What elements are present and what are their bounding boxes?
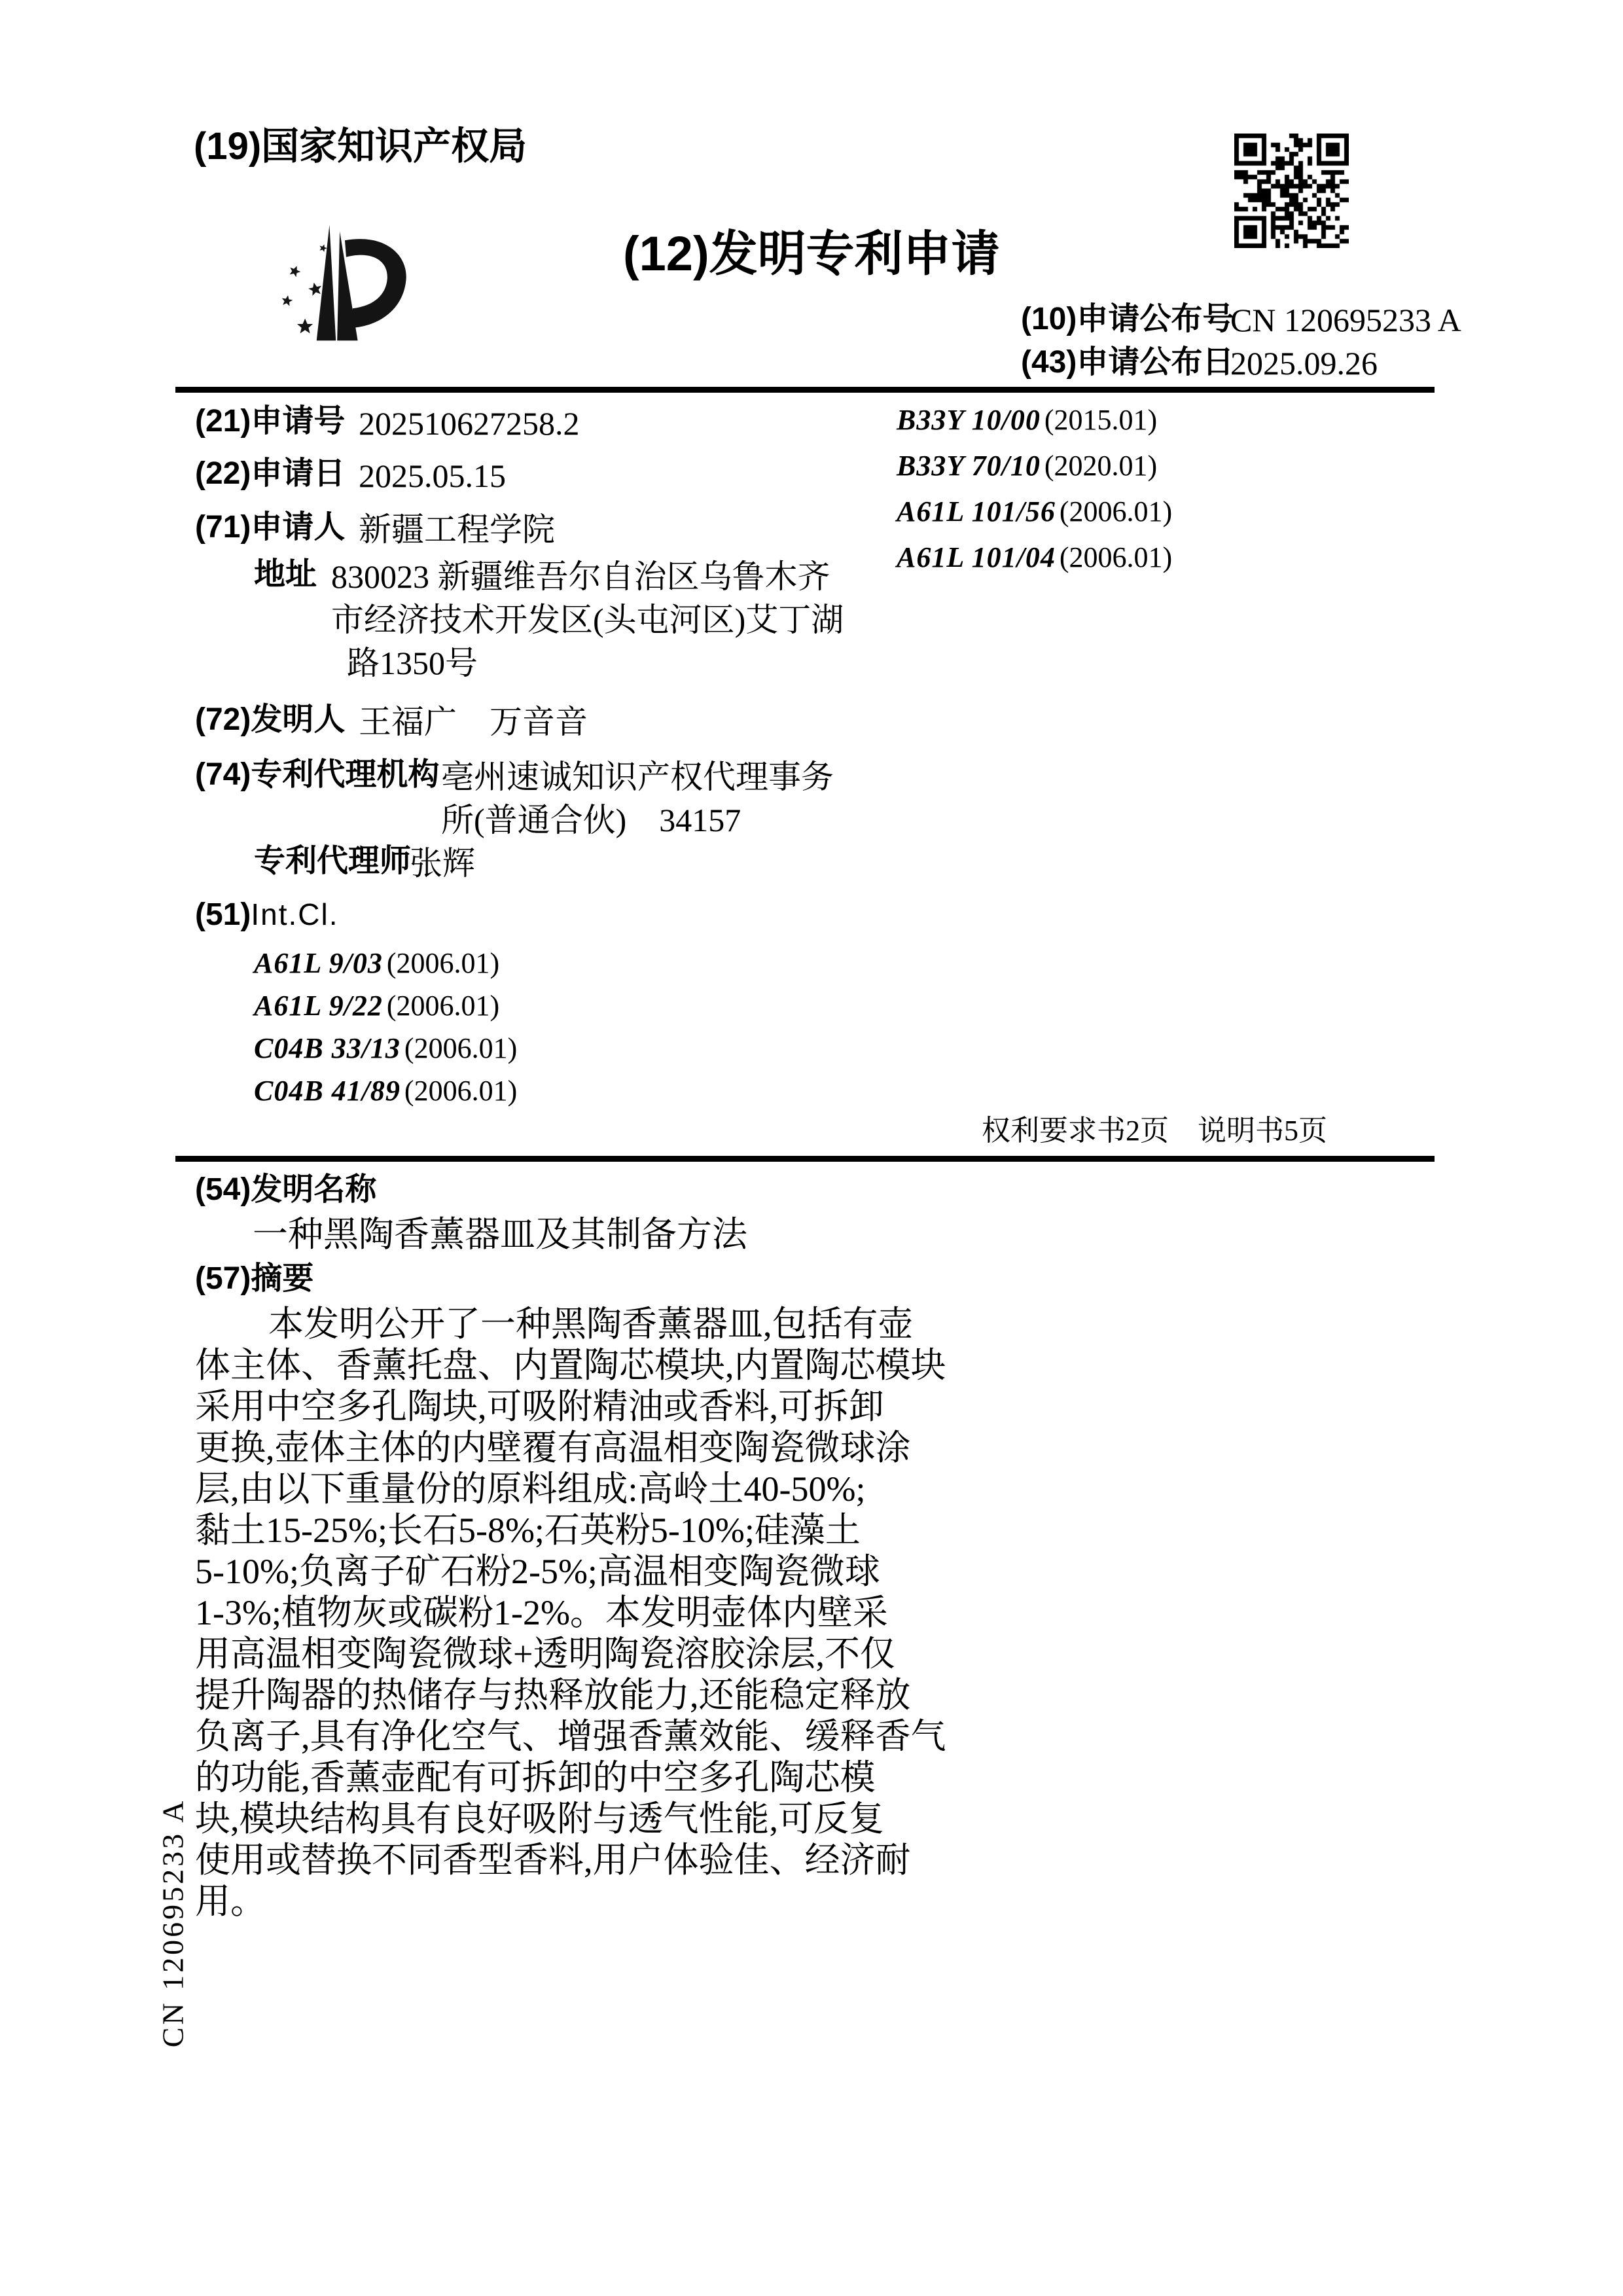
classification-entry	[897, 403, 1157, 437]
classification-version: (2006.01)	[1059, 495, 1173, 528]
address-label: 地址	[254, 557, 317, 592]
agency-label: (74)专利代理机构	[195, 757, 440, 792]
intcl-code: A61L 9/03	[254, 947, 383, 979]
office-name: (19)国家知识产权局	[194, 125, 527, 168]
application-number-value: 202510627258.2	[359, 405, 580, 442]
inventors-value: 王福广 万音音	[359, 704, 588, 740]
intcl-version: (2006.01)	[386, 990, 500, 1022]
document-type-title: (12)发明专利申请	[623, 226, 1000, 281]
pages-count-info: 权利要求书2页 说明书5页	[982, 1115, 1327, 1147]
intcl-entry	[254, 1031, 517, 1066]
side-publication-code: CN 120695233 A	[156, 1798, 190, 2048]
classification-entry	[897, 541, 1172, 575]
applicant-label: (71)申请人	[195, 510, 346, 545]
pub-date-value: 2025.09.26	[1230, 345, 1378, 382]
intcl-version: (2006.01)	[404, 1075, 518, 1107]
abstract-line: 更换,壶体主体的内壁覆有高温相变陶瓷微球涂	[195, 1428, 911, 1467]
cnipa-logo-icon	[273, 223, 414, 344]
abstract-line: 黏土15-25%;长石5-8%;石英粉5-10%;硅藻土	[195, 1511, 861, 1550]
pub-date-label: (43)申请公布日	[1021, 345, 1234, 380]
abstract-line: 采用中空多孔陶块,可吸附精油或香料,可拆卸	[195, 1387, 884, 1426]
abstract-label: (57)摘要	[195, 1261, 314, 1296]
qr-code	[1234, 134, 1349, 248]
classification-code: A61L 101/04	[897, 541, 1056, 573]
abstract-line: 体主体、香薰托盘、内置陶芯模块,内置陶芯模块	[195, 1346, 946, 1385]
classification-code: A61L 101/56	[897, 495, 1056, 528]
classification-version: (2015.01)	[1044, 404, 1158, 436]
classification-code: B33Y 10/00	[897, 404, 1041, 436]
filing-date-value: 2025.05.15	[359, 457, 506, 494]
divider-middle	[175, 1156, 1435, 1162]
invention-title-label: (54)发明名称	[195, 1172, 377, 1207]
abstract-line: 负离子,具有净化空气、增强香薰效能、缓释香气	[195, 1717, 946, 1756]
agency-line-1: 亳州速诚知识产权代理事务	[441, 759, 834, 795]
abstract-line: 1-3%;植物灰或碳粉1-2%。本发明壶体内壁采	[195, 1593, 888, 1632]
filing-date-label: (22)申请日	[195, 456, 346, 491]
intcl-version: (2006.01)	[386, 947, 500, 979]
intcl-code: C04B 33/13	[254, 1032, 401, 1064]
abstract-line: 使用或替换不同香型香料,用户体验佳、经济耐	[195, 1840, 911, 1880]
pub-number-label: (10)申请公布号	[1021, 302, 1234, 336]
agency-line-2: 所(普通合伙) 34157	[441, 802, 741, 838]
classification-entry	[897, 495, 1172, 529]
applicant-value: 新疆工程学院	[359, 511, 555, 548]
invention-title: 一种黑陶香薰器皿及其制备方法	[253, 1215, 747, 1254]
intcl-label-number: (51)	[195, 897, 251, 932]
address-line-2: 市经济技术开发区(头屯河区)艾丁湖	[331, 601, 844, 638]
intcl-version: (2006.01)	[404, 1032, 518, 1064]
abstract-line: 块,模块结构具有良好吸附与透气性能,可反复	[195, 1799, 884, 1839]
address-line-1: 830023 新疆维吾尔自治区乌鲁木齐	[331, 558, 830, 595]
divider-top	[175, 387, 1435, 393]
abstract-line: 层,由以下重量份的原料组成:高岭土40-50%;	[195, 1469, 866, 1509]
agent-label: 专利代理师	[254, 844, 412, 878]
abstract-line: 本发明公开了一种黑陶香薰器皿,包括有壶	[268, 1304, 914, 1344]
abstract-line: 用。	[195, 1882, 266, 1921]
agent-value: 张辉	[410, 845, 475, 882]
abstract-line: 用高温相变陶瓷微球+透明陶瓷溶胶涂层,不仅	[195, 1634, 895, 1674]
classification-entry	[897, 449, 1157, 483]
abstract-line: 提升陶器的热储存与热释放能力,还能稳定释放	[195, 1676, 911, 1715]
inventors-label: (72)发明人	[195, 702, 346, 737]
intcl-code: C04B 41/89	[254, 1075, 401, 1107]
intcl-entry	[254, 989, 499, 1023]
intcl-label	[195, 897, 339, 934]
classification-version: (2006.01)	[1059, 541, 1173, 573]
intcl-entry	[254, 1074, 517, 1108]
intcl-code: A61L 9/22	[254, 990, 383, 1022]
address-line-3: 路1350号	[347, 645, 478, 681]
classification-version: (2020.01)	[1044, 450, 1158, 482]
abstract-line: 5-10%;负离子矿石粉2-5%;高温相变陶瓷微球	[195, 1552, 880, 1591]
intcl-label-text: Int.Cl.	[251, 897, 339, 931]
pub-number-value: CN 120695233 A	[1230, 302, 1461, 338]
application-number-label: (21)申请号	[195, 404, 346, 439]
classification-code: B33Y 70/10	[897, 450, 1041, 482]
intcl-entry	[254, 946, 499, 980]
abstract-line: 的功能,香薰壶配有可拆卸的中空多孔陶芯模	[195, 1758, 876, 1797]
